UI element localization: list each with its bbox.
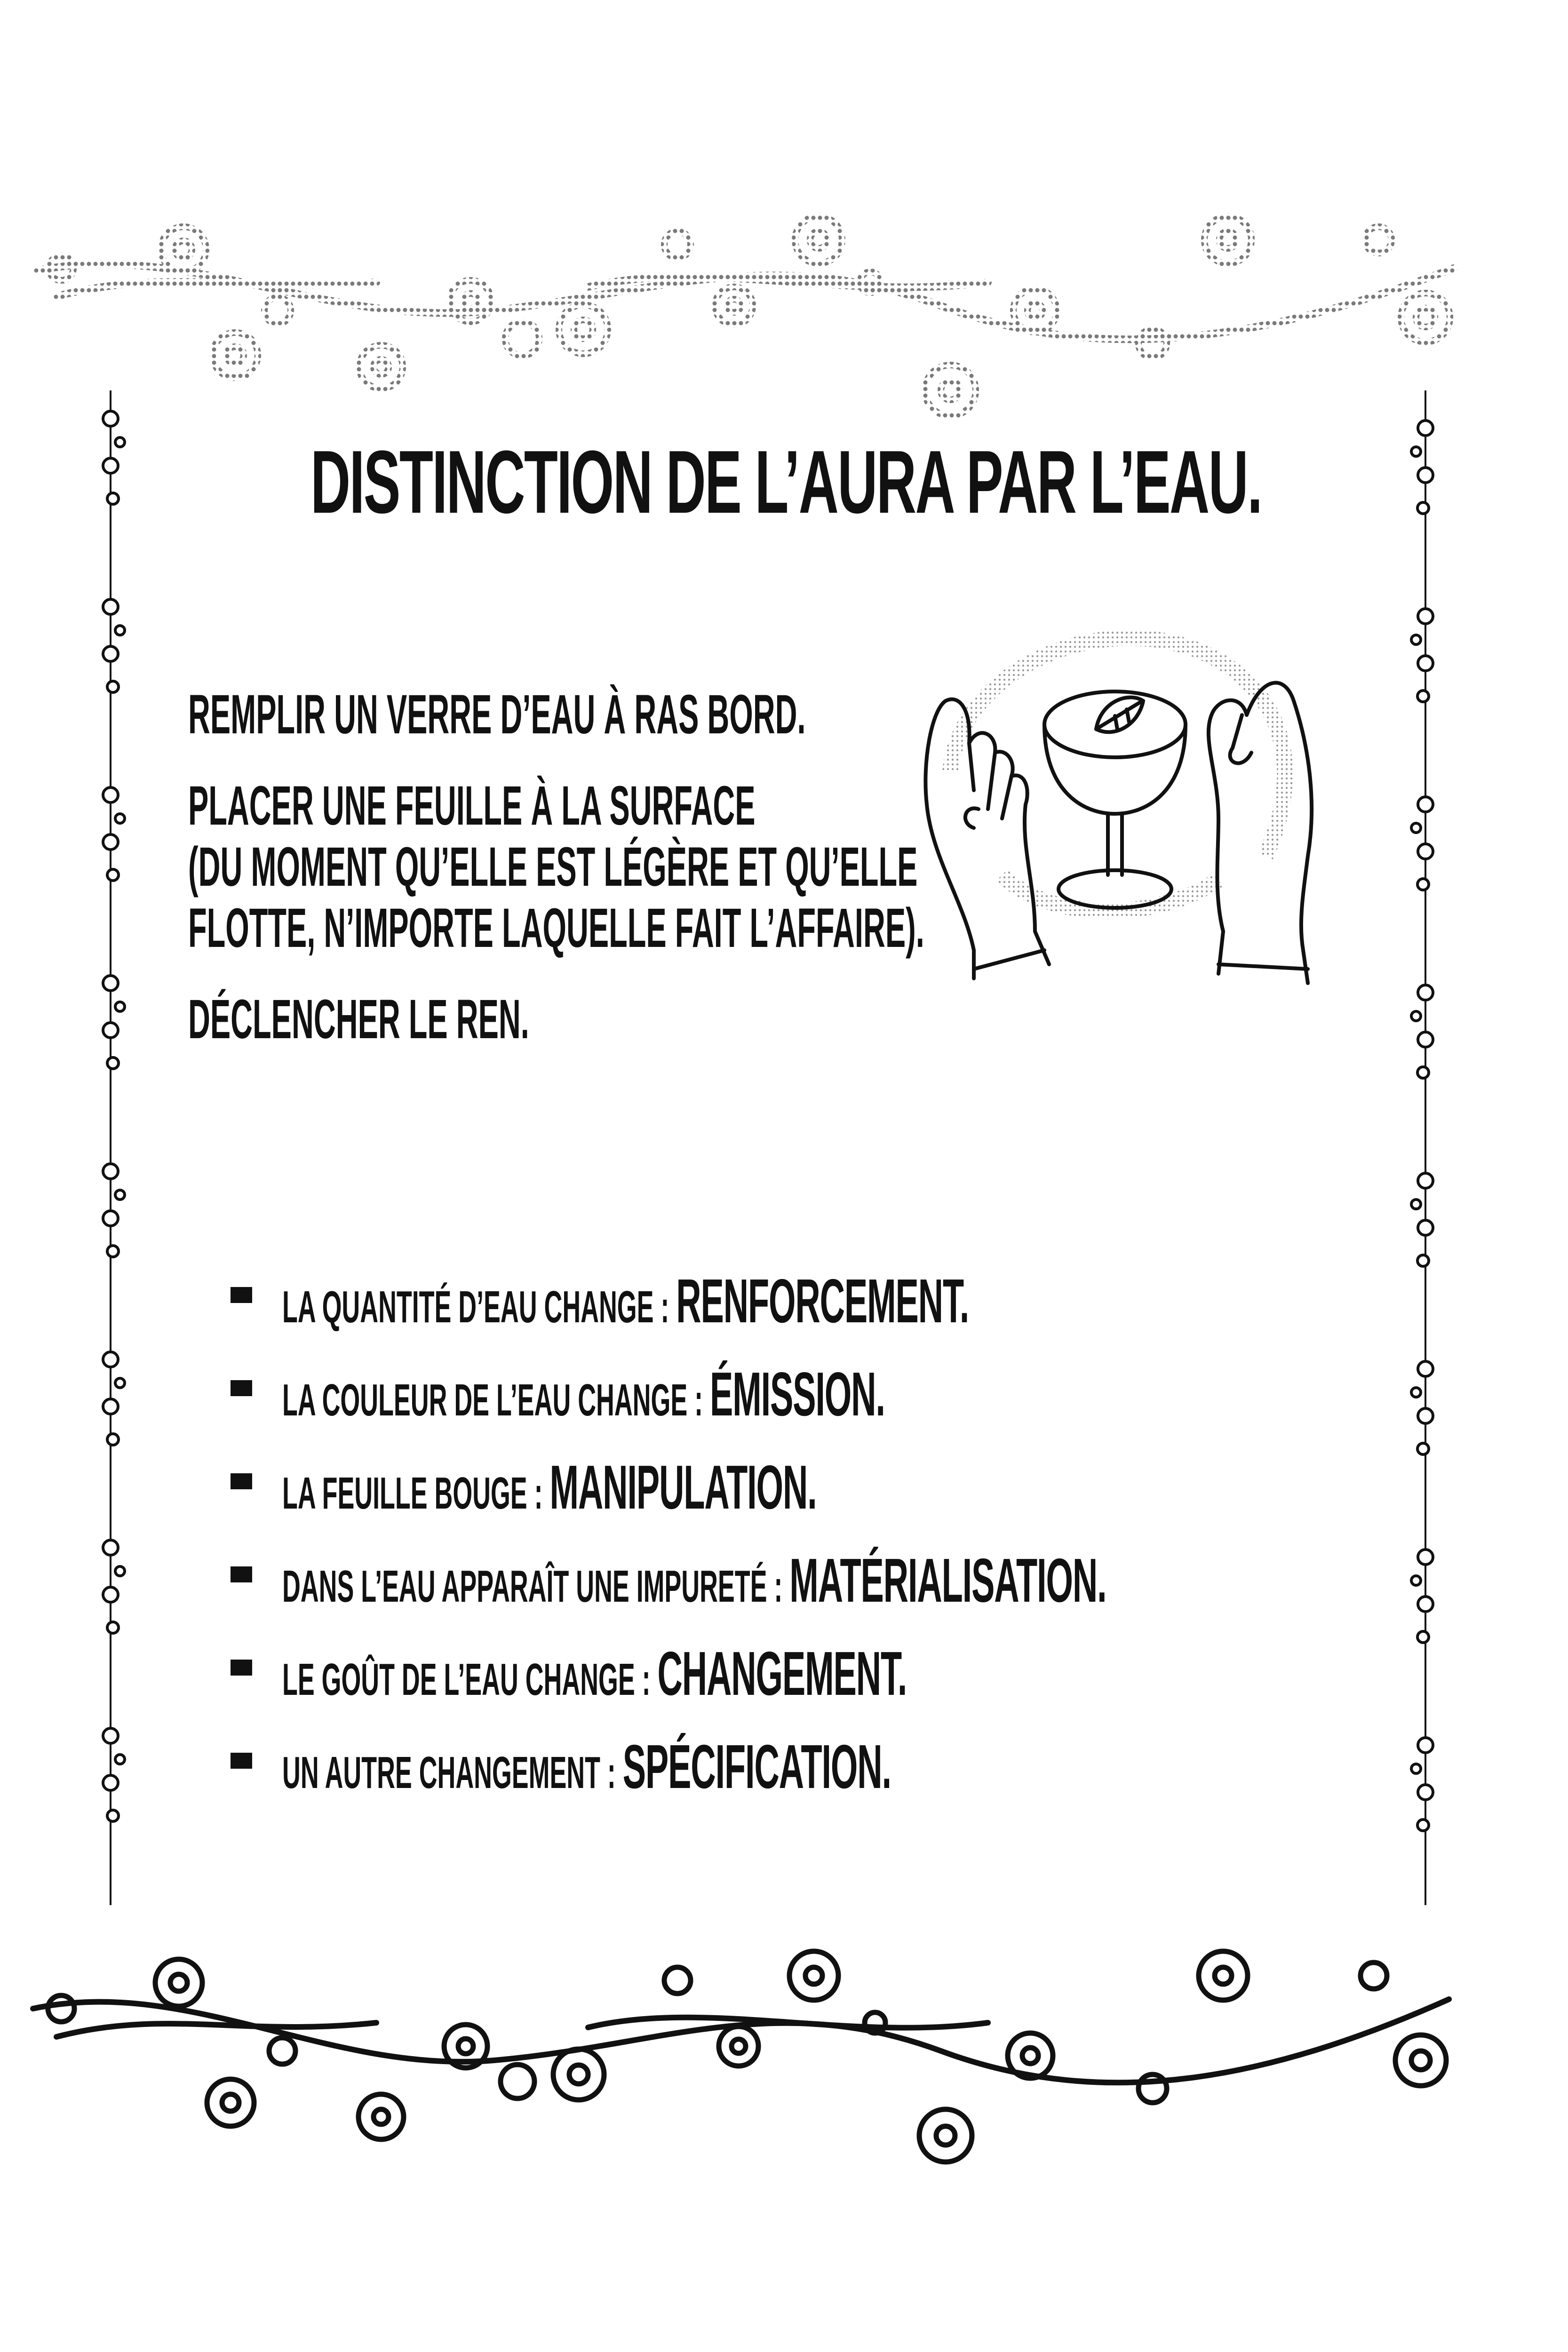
instruction-line: FLOTTE, N’IMPORTE LAQUELLE FAIT L’AFFAIRE).: [188, 897, 924, 959]
criterion-condition: LE GOÛT DE L’EAU CHANGE: [282, 1654, 635, 1705]
criterion-type: MATÉRIALISATION.: [789, 1546, 1106, 1615]
criterion-separator: :: [527, 1468, 550, 1518]
bottom-spiral-vine-icon: [0, 1919, 1568, 2183]
bullet-square-icon: [231, 1473, 252, 1489]
instruction-line: REMPLIR UN VERRE D’EAU À RAS BORD.: [188, 683, 806, 746]
list-item: [231, 1732, 1407, 1829]
bullet-square-icon: [231, 1566, 252, 1582]
right-flower-border-icon: [1400, 390, 1451, 1905]
top-spiral-vine-icon: [0, 188, 1568, 433]
criterion-separator: :: [767, 1561, 790, 1612]
criterion-condition: LA FEUILLE BOUGE: [282, 1468, 527, 1518]
criteria-list: [231, 1266, 1407, 1829]
criterion-condition: DANS L’EAU APPARAÎT UNE IMPURETÉ: [282, 1561, 767, 1612]
instruction-line: (DU MOMENT QU’ELLE EST LÉGÈRE ET QU’ELLE: [188, 836, 918, 898]
criterion-separator: :: [600, 1748, 623, 1798]
list-item: [231, 1453, 1407, 1549]
bullet-square-icon: [231, 1660, 252, 1676]
instruction-line: PLACER UNE FEUILLE À LA SURFACE: [188, 775, 756, 837]
criterion-condition: LA QUANTITÉ D’EAU CHANGE: [282, 1282, 654, 1332]
criterion-type: RENFORCEMENT.: [676, 1266, 969, 1335]
criterion-separator: :: [653, 1282, 677, 1332]
hands-around-glass-with-leaf-icon: [894, 593, 1345, 1016]
criterion-type: MANIPULATION.: [549, 1453, 817, 1522]
criterion-type: ÉMISSION.: [709, 1359, 885, 1429]
list-item: [231, 1546, 1407, 1643]
page-title: DISTINCTION DE L’AURA PAR L’EAU.: [310, 432, 1262, 532]
criterion-type: SPÉCIFICATION.: [622, 1732, 891, 1801]
list-item: [231, 1266, 1407, 1363]
left-flower-border-icon: [85, 390, 136, 1905]
list-item: [231, 1639, 1407, 1736]
criterion-condition: UN AUTRE CHANGEMENT: [282, 1748, 600, 1798]
criterion-condition: LA COULEUR DE L’EAU CHANGE: [282, 1375, 688, 1425]
criterion-type: CHANGEMENT.: [657, 1639, 907, 1708]
bullet-square-icon: [231, 1287, 252, 1303]
bullet-square-icon: [231, 1380, 252, 1396]
bullet-square-icon: [231, 1753, 252, 1769]
criterion-separator: :: [687, 1375, 710, 1425]
instruction-line: DÉCLENCHER LE REN.: [188, 988, 529, 1050]
list-item: [231, 1359, 1407, 1456]
criterion-separator: :: [635, 1654, 658, 1705]
